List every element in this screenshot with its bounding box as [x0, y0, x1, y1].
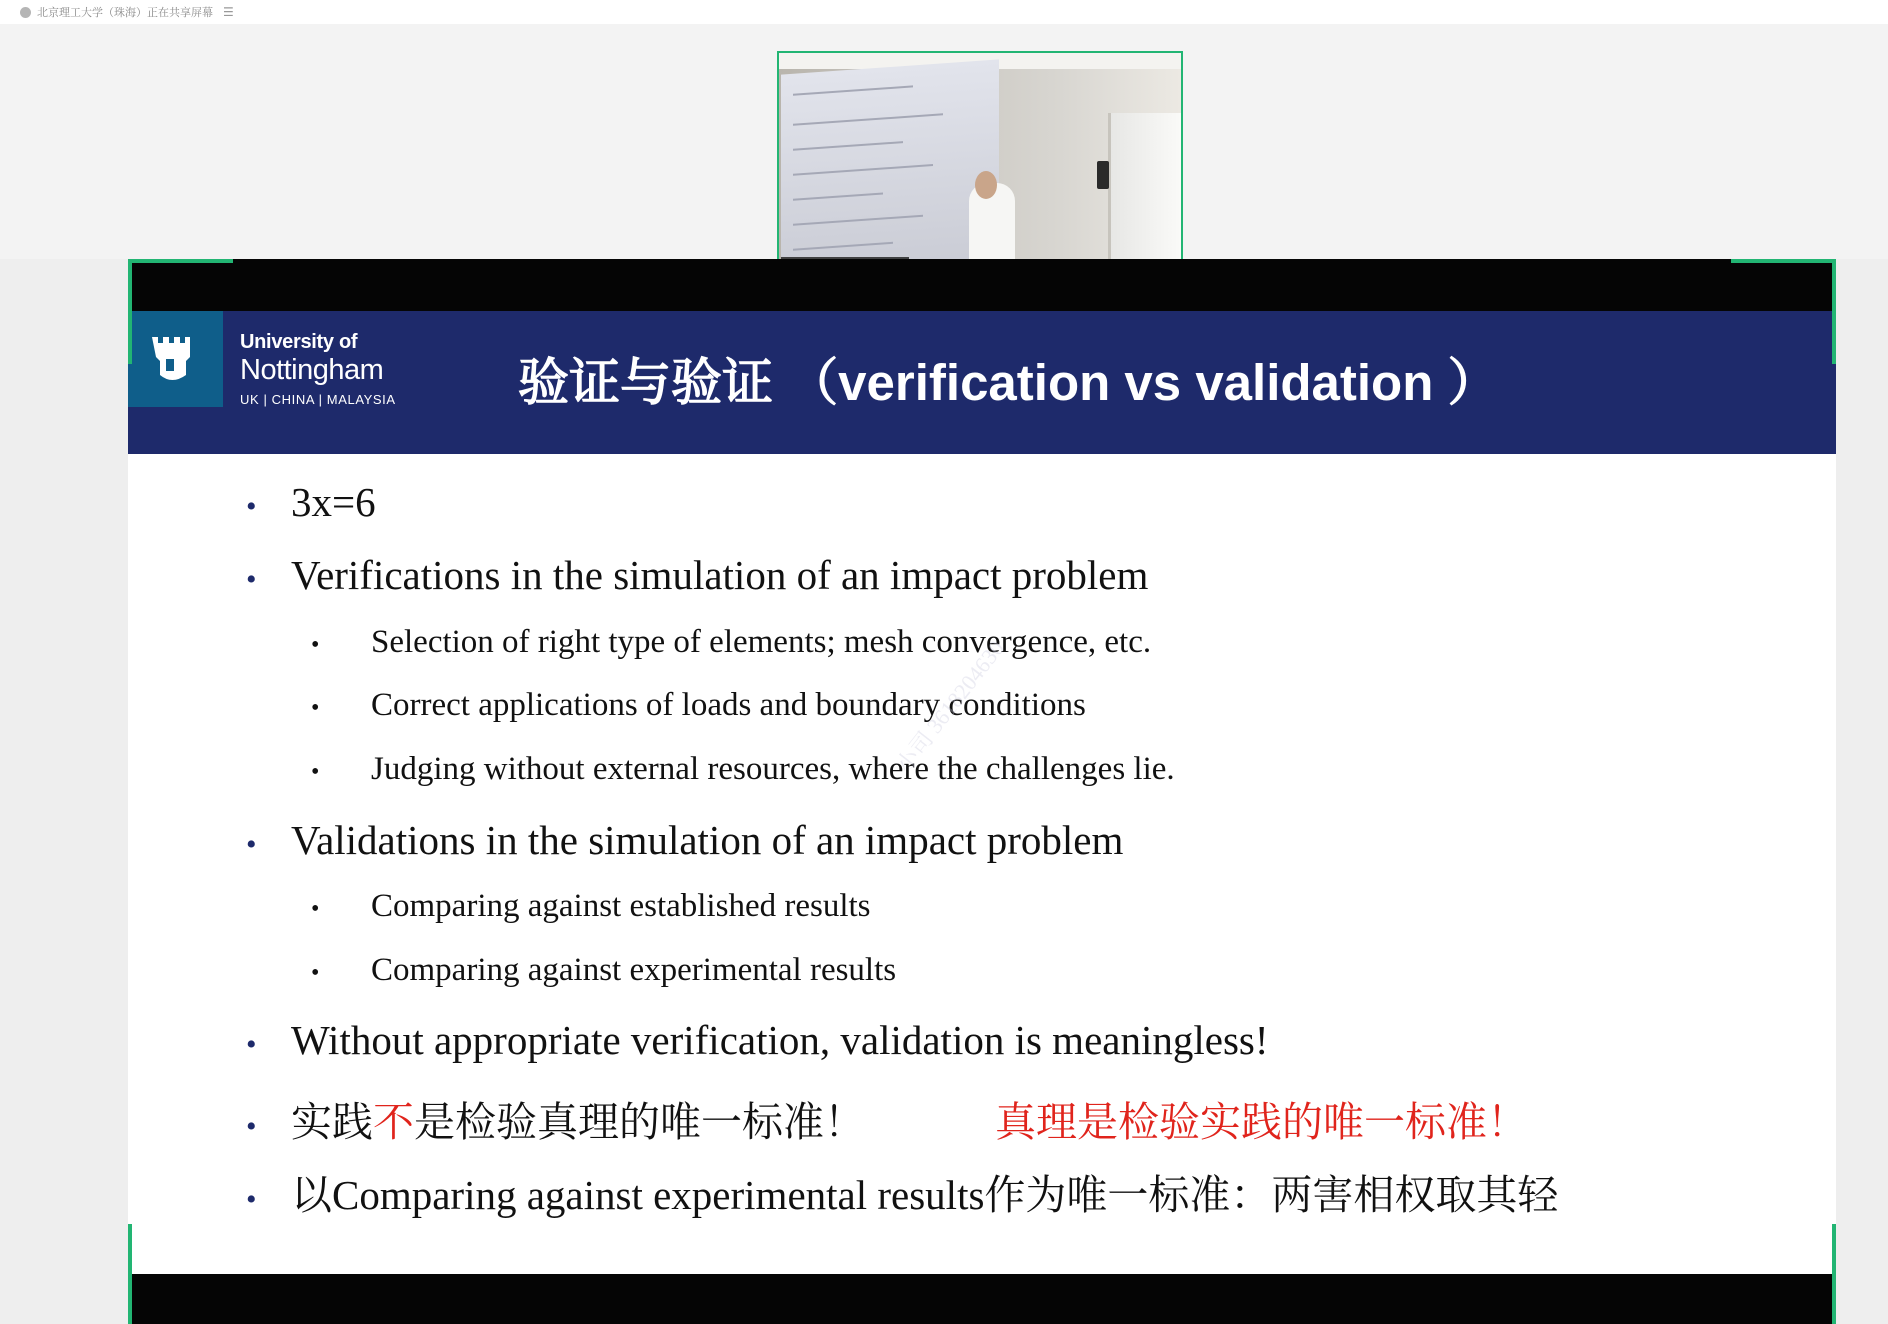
bullet-icon: • [311, 759, 320, 785]
video-strip [0, 24, 1888, 259]
sub-bullet-item [311, 952, 896, 989]
university-line1: University of [240, 331, 358, 353]
projection-screen [781, 59, 999, 279]
logo-block [128, 311, 223, 407]
bullet-text: Without appropriate verification, validation is meaningless! [291, 1017, 1269, 1063]
bullet-text: Selection of right type of elements; mesh convergence, etc. [371, 624, 1152, 660]
frame-accent-top-left [128, 259, 233, 263]
university-line2: Nottingham [240, 354, 384, 386]
truth-text-part3: 是检验真理的唯一标准！ [414, 1099, 865, 1145]
truth-text-part1: 实践 [291, 1099, 373, 1145]
university-line3: UK | CHINA | MALAYSIA [240, 392, 396, 407]
truth-red-statement: 真理是检验实践的唯一标准！ [995, 1099, 1528, 1145]
bullet-icon: • [246, 1183, 257, 1216]
bullet-item [246, 1162, 1558, 1221]
truth-text-negation: 不 [373, 1099, 414, 1145]
letterbox-top [128, 259, 1836, 311]
frame-accent-left-bottom [128, 1224, 132, 1324]
screen-share-icon [20, 7, 31, 18]
screen-share-bar [0, 0, 1888, 24]
bullet-item [246, 478, 376, 526]
bullet-item [246, 816, 1123, 864]
slide-header [128, 311, 1836, 454]
watermark-text: 小司 3618204630 [891, 635, 1010, 777]
bullet-icon: • [311, 896, 320, 922]
sub-bullet-item [311, 624, 1151, 661]
bullet-icon: • [246, 1028, 257, 1061]
bullet-text: Judging without external resources, where the challenges lie. [371, 751, 1175, 787]
frame-accent-left-top [128, 259, 132, 364]
frame-accent-top-right [1731, 259, 1836, 263]
bullet-icon: • [246, 828, 257, 861]
participant-video-tile[interactable] [777, 51, 1183, 279]
bullet-text: Validations in the simulation of an impact problem [291, 817, 1124, 863]
frame-accent-right-bottom [1832, 1224, 1836, 1324]
university-crest-icon [146, 333, 194, 385]
bullet-icon: • [246, 1110, 257, 1143]
letterbox-bottom [128, 1274, 1836, 1324]
frame-accent-right-top [1832, 259, 1836, 364]
room-window [1108, 113, 1181, 279]
bullet-icon: • [311, 695, 320, 721]
screen-share-text: 北京理工大学（珠海）正在共享屏幕 [37, 6, 213, 19]
bullet-icon: • [311, 632, 320, 658]
slide-title: 验证与验证 （verification vs validation ） [518, 354, 1499, 411]
bullet-text: Verifications in the simulation of an impact problem [291, 552, 1149, 598]
wall-speaker [1097, 161, 1109, 189]
truth-bullet-item [246, 1089, 1528, 1148]
bullet-text: Comparing against experimental results [371, 952, 897, 988]
bullet-text: Correct applications of loads and boundary conditions [371, 687, 1086, 723]
bullet-item [246, 551, 1148, 599]
bullet-icon: • [246, 490, 257, 523]
shared-slide [128, 259, 1836, 1324]
bullet-text: 以Comparing against experimental results作为唯一标准：两害相权取其轻 [291, 1172, 1559, 1218]
sub-bullet-item [311, 751, 1175, 788]
sub-bullet-item [311, 888, 871, 925]
bullet-text: Comparing against established results [371, 888, 871, 924]
bullet-item [246, 1016, 1269, 1064]
bullet-icon: • [246, 563, 257, 596]
university-logo-text [240, 331, 396, 411]
presenter-head [975, 171, 997, 199]
bullet-icon: • [311, 960, 320, 986]
menu-icon[interactable]: ☰ [223, 5, 234, 19]
bullet-text: 3x=6 [291, 479, 376, 525]
